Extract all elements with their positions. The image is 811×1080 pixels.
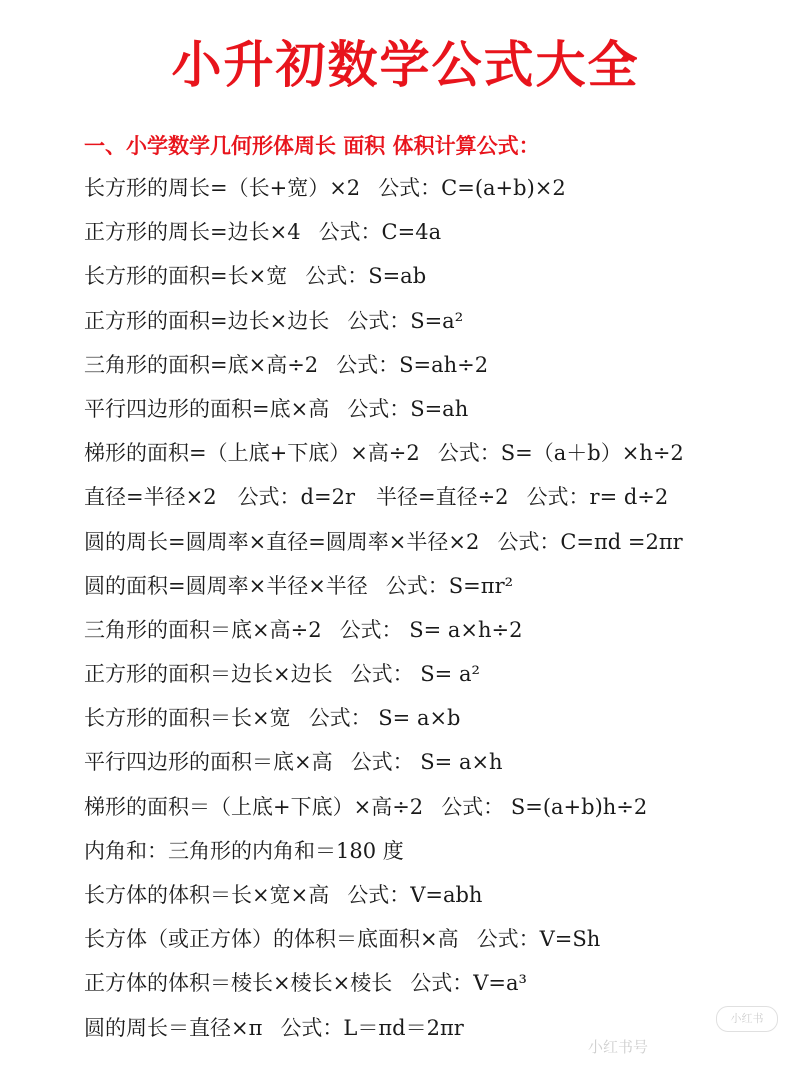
- formula-description: 长方形的周长=（长+宽）×2: [84, 176, 361, 200]
- formula-item: [84, 570, 794, 614]
- formula-description: 内角和：三角形的内角和＝180 度: [84, 838, 404, 863]
- formula-description: 长方体的体积＝长×宽×高: [84, 883, 330, 907]
- watermark-badge: 小红书: [716, 1006, 778, 1032]
- formula-item: [84, 923, 794, 967]
- formula-expression: 公式： S= a×h: [350, 750, 503, 775]
- formula-description: 长方体（或正方体）的体积＝底面积×高: [84, 927, 459, 952]
- formula-expression: 公式：V=abh: [347, 883, 483, 907]
- formula-expression: 公式：S=πr²: [385, 573, 514, 598]
- watermark-text: 小红书号: [588, 1038, 649, 1056]
- formula-item: [84, 702, 794, 746]
- formula-item: [84, 437, 794, 481]
- formula-description: 长方形的面积＝长×宽: [84, 706, 291, 731]
- formula-description: 梯形的面积＝（上底+下底）×高÷2: [84, 794, 424, 819]
- formula-description: 圆的面积=圆周率×半径×半径: [84, 573, 368, 598]
- formula-expression: 公式： S=(a+b)h÷2: [441, 794, 648, 819]
- formula-expression: 公式：C=4a: [318, 220, 442, 245]
- formula-description: 圆的周长=圆周率×直径=圆周率×半径×2: [84, 529, 480, 554]
- formula-expression: 公式：S=ah: [347, 396, 469, 421]
- formula-expression: 公式：C=(a+b)×2: [378, 176, 566, 200]
- formula-item: [84, 614, 794, 658]
- formula-item: [84, 658, 794, 702]
- formula-expression: 公式： S= a²: [350, 662, 480, 687]
- formula-expression: 公式：r= d÷2: [526, 485, 669, 510]
- formula-description: 三角形的面积＝底×高÷2: [84, 617, 322, 642]
- formula-item: [84, 879, 794, 923]
- formula-expression: 公式：C=πd =2πr: [497, 529, 683, 554]
- page-title: 小升初数学公式大全: [171, 36, 640, 94]
- formula-item: [84, 260, 794, 304]
- formula-item: [84, 349, 794, 393]
- formula-expression: 公式：L＝πd＝2πr: [280, 1015, 464, 1040]
- formula-description: 圆的周长＝直径×π: [84, 1015, 263, 1040]
- section-heading: 一、小学数学几何形体周长 面积 体积计算公式：: [84, 134, 540, 158]
- formula-description: 正方形的面积＝边长×边长: [84, 662, 333, 687]
- formula-item: [84, 791, 794, 835]
- formula-expression: 公式：S=ab: [305, 264, 427, 289]
- formula-expression: 公式： S= a×b: [308, 706, 461, 731]
- formula-item: [84, 967, 794, 1011]
- formula-expression: 公式：S=（a＋b）×h÷2: [437, 441, 684, 466]
- formula-item: [84, 526, 794, 570]
- formula-item: [84, 216, 794, 260]
- formula-item: [84, 393, 794, 437]
- formula-expression: 公式：S=ah÷2: [336, 352, 489, 377]
- formula-item: [84, 835, 794, 879]
- formula-description: 正方形的周长=边长×4: [84, 220, 301, 245]
- formula-list: [84, 172, 794, 1056]
- formula-description: 直径=半径×2 公式：d=2r 半径=直径÷2: [84, 485, 509, 510]
- formula-description: 长方形的面积=长×宽: [84, 264, 288, 289]
- formula-description: 平行四边形的面积=底×高: [84, 396, 330, 421]
- formula-expression: 公式：S=a²: [347, 308, 464, 333]
- formula-expression: 公式： S= a×h÷2: [339, 617, 523, 642]
- formula-expression: 公式：V=Sh: [476, 927, 601, 952]
- formula-description: 正方体的体积＝棱长×棱长×棱长: [84, 971, 393, 996]
- formula-item: [84, 481, 794, 525]
- formula-item: [84, 746, 794, 790]
- formula-description: 梯形的面积=（上底+下底）×高÷2: [84, 441, 420, 466]
- formula-expression: 公式：V=a³: [410, 971, 527, 996]
- formula-description: 平行四边形的面积＝底×高: [84, 750, 333, 775]
- formula-description: 正方形的面积=边长×边长: [84, 308, 330, 333]
- formula-description: 三角形的面积=底×高÷2: [84, 352, 319, 377]
- formula-item: [84, 1012, 794, 1056]
- formula-item: [84, 305, 794, 349]
- formula-item: [84, 172, 794, 216]
